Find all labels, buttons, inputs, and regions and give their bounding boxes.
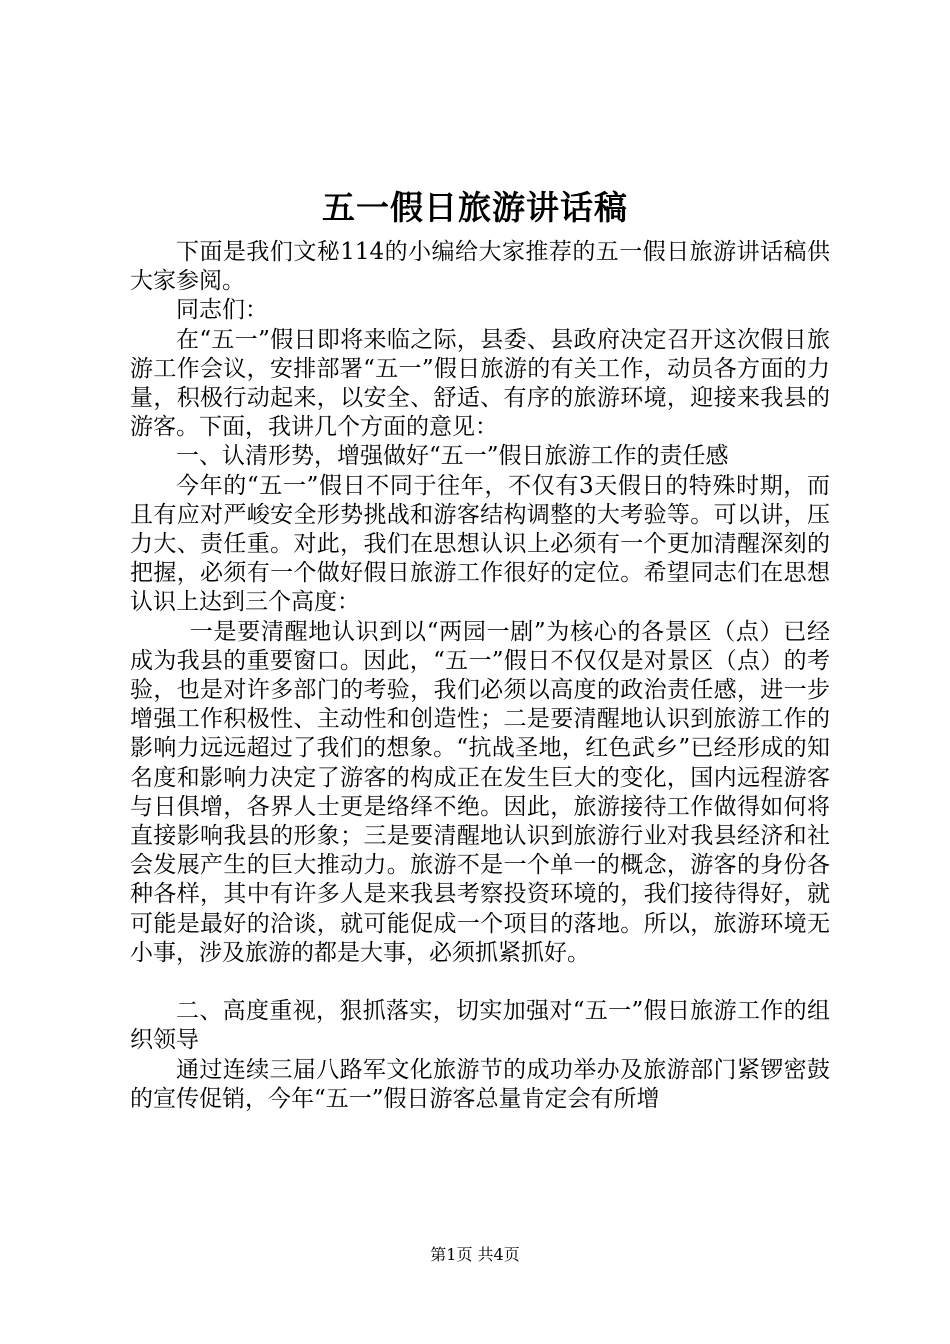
section-heading-1: 一、认清形势，增强做好“五一”假日旅游工作的责任感 [176,443,729,470]
section-2-paragraph: 通过连续三届八路军文化旅游节的成功举办及旅游部门紧锣密鼓的宣传促销，今年“五一”假日游客总量肯定会有所增 [130,1056,830,1112]
document-body [130,238,830,1114]
intro-paragraph: 下面是我们文秘114的小编给大家推荐的五一假日旅游讲话稿供大家参阅。 [130,239,830,295]
three-heights-paragraph: 一是要清醒地认识到以“两园一剧”为核心的各景区（点）已经成为我县的重要窗口。因此，“五一”假日不仅仅是对景区（点）的考验，也是对许多部门的考验，我们必须以高度的政治责任感，进一步增强工作积极性、主动性和创造性；二是要清醒地认识到旅游工作的影响力远远超过了我们的想象。“抗战圣地，红色武乡”已经形成的知名度和影响力决定了游客的构成正在发生巨大的变化，国内远程游客与日俱增，各界人士更是络绎不绝。因此，旅游接待工作做得如何将直接影响我县的形象；三是要清醒地认识到旅游行业对我县经济和社会发展产生的巨大推动力。旅游不是一个单一的概念，游客的身份各种各样，其中有许多人是来我县考察投资环境的，我们接待得好，就可能是最好的洽谈，就可能促成一个项目的落地。所以，旅游环境无小事，涉及旅游的都是大事，必须抓紧抓好。 [130,618,830,966]
salutation: 同志们： [176,297,268,324]
paragraph-spacer [130,968,830,997]
document-title: 五一假日旅游讲话稿 [322,188,628,227]
page-footer: 第1页 共4页 [430,1245,520,1264]
opening-paragraph: 在“五一”假日即将来临之际，县委、县政府决定召开这次假日旅游工作会议，安排部署“五一”假日旅游的有关工作，动员各方面的力量，积极行动起来，以安全、舒适、有序的旅游环境，迎接来我县的游客。下面，我讲几个方面的意见： [130,326,830,441]
section-heading-2: 二、高度重视，狠抓落实，切实加强对“五一”假日旅游工作的组织领导 [130,998,830,1054]
section-1-paragraph: 今年的“五一”假日不同于往年，不仅有3天假日的特殊时期，而且有应对严峻安全形势挑战和游客结构调整的大考验等。可以讲，压力大、责任重。对此，我们在思想认识上必须有一个更加清醒深刻的把握，必须有一个做好假日旅游工作很好的定位。希望同志们在思想认识上达到三个高度： [130,472,830,616]
